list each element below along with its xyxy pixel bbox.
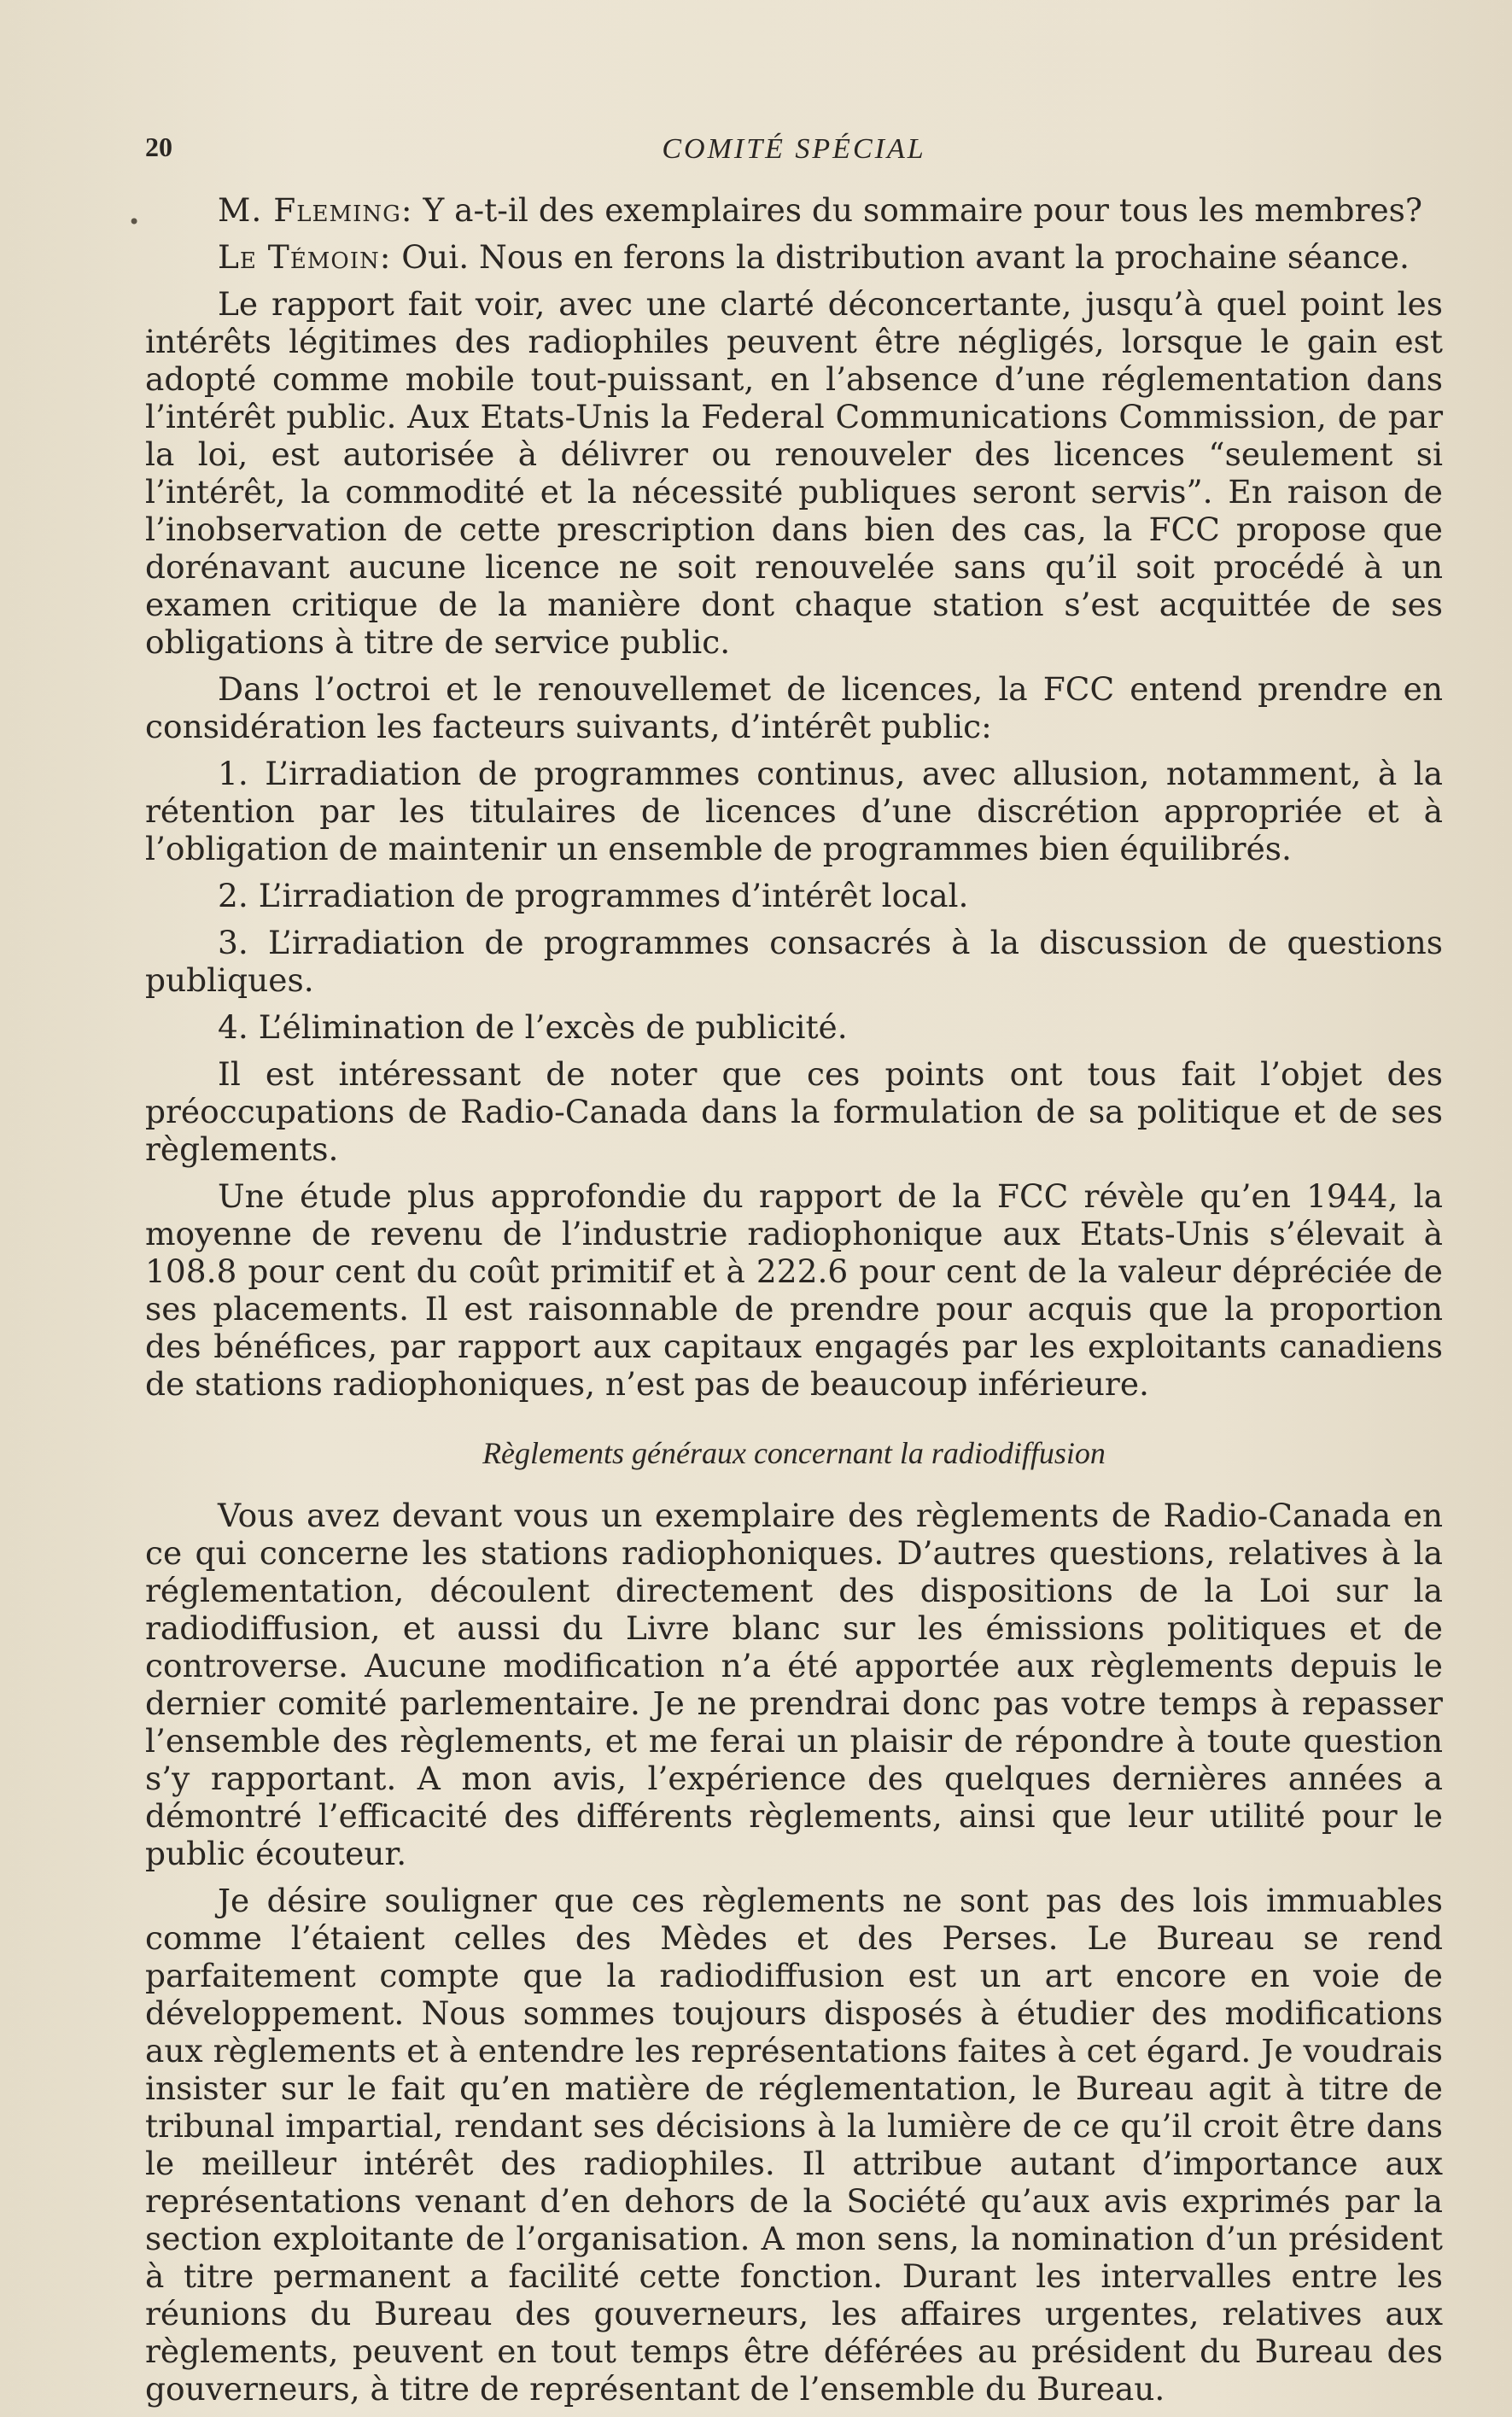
- list-item: 4. L’élimination de l’excès de publicité.: [218, 1008, 848, 1046]
- dialogue-line: [145, 191, 1443, 229]
- body-paragraph: Je désire souligner que ces règlements ne sont pas des lois immuables comme l’étaient celles des Mèdes et des Perses. Le Bureau se rend parfaitement compte que la radiodiffusion est un art encore en voie de développement. Nous sommes toujours disposés à étudier des modifications aux règlements et à entendre les représentations faites à cet égard. Je voudrais insister sur le fait qu’en matière de réglementation, le Bureau agit à titre de tribunal impartial, rendant ses décisions à la lumière de ce qu’il croit être dans le meilleur intérêt des radiophiles. Il attribue autant d’importance aux représentations venant d’en dehors de la Société qu’aux avis exprimés par la section exploitante de l’organisation. A mon sens, la nomination d’un président à titre permanent a facilité cette fonction. Durant les intervalles entre les réunions du Bureau des gouverneurs, les affaires urgentes, relatives aux règlements, peuvent en tout temps être déférées au président du Bureau des gouverneurs, à titre de représentant de l’ensemble du Bureau.: [145, 1882, 1443, 2408]
- running-header: [145, 128, 1443, 179]
- dialogue-text: Y a-t-il des exemplaires du sommaire pour tous les membres?: [412, 191, 1423, 229]
- document-page: [128, 128, 1443, 2417]
- speaker-name: Le Témoin:: [218, 238, 392, 276]
- header-title: COMITÉ SPÉCIAL: [662, 133, 926, 165]
- body-paragraph: Le rapport fait voir, avec une clarté déconcertante, jusqu’à quel point les intérêts légitimes des radiophiles peuvent être négligés, lorsque le gain est adopté comme mobile tout-puissant, en l’absence d’une réglementation dans l’intérêt public. Aux Etats-Unis la Federal Communications Commission, de par la loi, est autorisée à délivrer ou renouveler des licences “seulement si l’intérêt, la commodité et la nécessité publiques seront servis”. En raison de l’inobservation de cette prescription dans bien des cas, la FCC propose que dorénavant aucune licence ne soit renouvelée sans qu’il soit procédé à un examen critique de la manière dont chaque station s’est acquittée de ses obligations à titre de service public.: [145, 285, 1443, 661]
- page-number: 20: [145, 131, 172, 162]
- body-paragraph: Dans l’octroi et le renouvellemet de licences, la FCC entend prendre en considération les facteurs suivants, d’intérêt public:: [145, 670, 1443, 745]
- dialogue-line: [145, 238, 1443, 276]
- list-item: 3. L’irradiation de programmes consacrés à la discussion de questions publiques.: [145, 924, 1443, 999]
- body-paragraph: Une étude plus approfondie du rapport de la FCC révèle qu’en 1944, la moyenne de revenu de l’industrie radiophonique aux Etats-Unis s’élevait à 108.8 pour cent du coût primitif et à 222.6 pour cent de la valeur dépréciée de ses placements. Il est raisonnable de prendre pour acquis que la proportion des bénéfices, par rapport aux capitaux engagés par les exploitants canadiens de stations radiophoniques, n’est pas de beaucoup inférieure.: [145, 1177, 1443, 1403]
- list-item: 1. L’irradiation de programmes continus, avec allusion, notamment, à la rétention par les titulaires de licences d’une discrétion appropriée et à l’obligation de maintenir un ensemble de programmes bien équilibrés.: [145, 755, 1443, 867]
- speaker-name: M. Fleming:: [218, 191, 413, 229]
- body-paragraph: Vous avez devant vous un exemplaire des règlements de Radio-Canada en ce qui concerne les stations radiophoniques. D’autres questions, relatives à la réglementation, découlent directement des dispositions de la Loi sur la radiodiffusion, et aussi du Livre blanc sur les émissions politiques et de controverse. Aucune modification n’a été apportée aux règlements depuis le dernier comité parlementaire. Je ne prendrai donc pas votre temps à repasser l’ensemble des règlements, et me ferai un plaisir de répondre à toute question s’y rapportant. A mon avis, l’expérience des quelques dernières années a démontré l’efficacité des différents règlements, ainsi que leur utilité pour le public écouteur.: [145, 1497, 1443, 1872]
- margin-bullet-mark: •: [128, 210, 141, 234]
- section-heading: Règlements généraux concernant la radiodiffusion: [482, 1436, 1106, 1470]
- body-paragraph: Il est intéressant de noter que ces points ont tous fait l’objet des préoccupations de Radio-Canada dans la formulation de sa politique et de ses règlements.: [145, 1055, 1443, 1168]
- dialogue-text: Oui. Nous en ferons la distribution avant la prochaine séance.: [391, 238, 1410, 276]
- list-item: 2. L’irradiation de programmes d’intérêt local.: [218, 877, 969, 914]
